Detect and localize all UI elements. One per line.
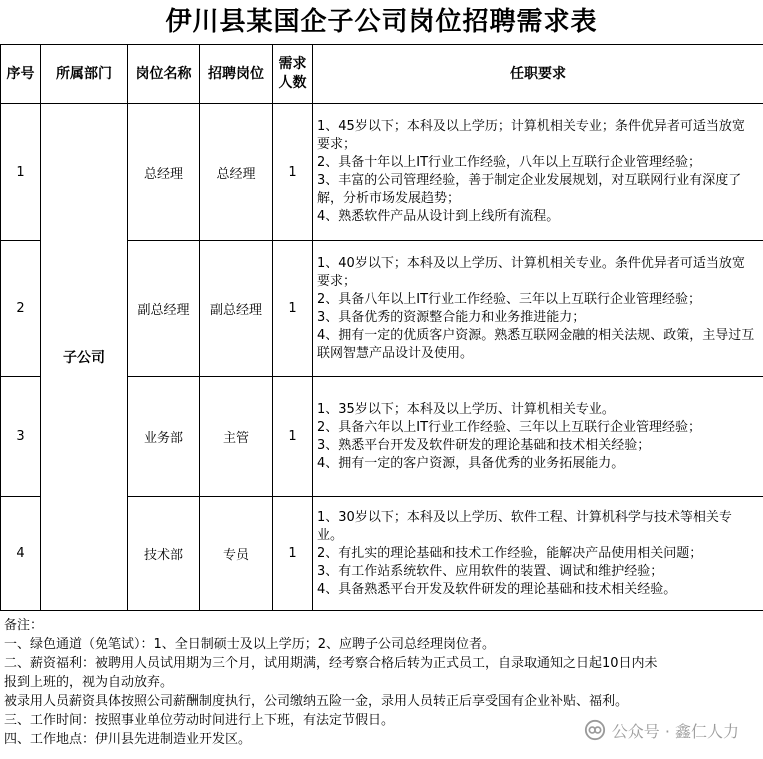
requirement-line: 3、熟悉平台开发及软件研发的理论基础和技术相关经验； [317, 437, 651, 453]
requirement-line: 2、具备六年以上IT行业工作经验、三年以上互联行企业管理经验； [317, 419, 702, 435]
row-index: 2 [1, 241, 41, 377]
position-name-cell: 总经理 [128, 104, 200, 241]
row-index: 4 [1, 497, 41, 611]
note-line: 四、工作地点：伊川县先进制造业开发区。 [4, 732, 252, 747]
note-line: 三、工作时间：按照事业单位劳动时间进行上下班，有法定节假日。 [4, 713, 395, 728]
note-line: 被录用人员薪资具体按照公司薪酬制度执行，公司缴纳五险一金，录用人员转正后享受国有企业补贴、福利。 [4, 694, 629, 709]
header-headcount [273, 45, 313, 104]
header-position-name: 岗位名称 [128, 45, 200, 104]
table-row [1, 104, 763, 241]
requirement-line: 1、40岁以下；本科及以上学历、计算机相关专业。条件优异者可适当放宽要求； [317, 255, 745, 289]
position-name-cell: 业务部 [128, 377, 200, 497]
recruit-post-cell: 主管 [200, 377, 273, 497]
requirement-line: 4、熟悉软件产品从设计到上线所有流程。 [317, 209, 560, 224]
headcount-cell: 1 [273, 497, 313, 611]
position-name-cell: 副总经理 [128, 241, 200, 377]
requirement-line: 2、具备八年以上IT行业工作经验、三年以上互联行企业管理经验； [317, 291, 702, 307]
header-headcount-line1: 需求 [278, 56, 307, 72]
header-index: 序号 [1, 45, 41, 104]
requirement-line: 3、有工作站系统软件、应用软件的装置、调试和维护经验； [317, 563, 664, 579]
requirement-line: 4、拥有一定的优质客户资源。熟悉互联网金融的相关法规、政策，主导过互联网智慧产品设计及使用。 [317, 327, 755, 361]
requirement-line: 2、具备十年以上IT行业工作经验，八年以上互联行企业管理经验； [317, 155, 702, 170]
requirement-line: 1、35岁以下；本科及以上学历、计算机相关专业。 [317, 401, 615, 417]
position-name-cell: 技术部 [128, 497, 200, 611]
recruit-post-cell: 副总经理 [200, 241, 273, 377]
requirements-cell [313, 497, 763, 611]
table-header-row [1, 45, 763, 104]
wechat-official-account-icon [584, 719, 606, 741]
requirement-line: 1、30岁以下；本科及以上学历、软件工程、计算机科学与技术等相关专业。 [317, 509, 732, 543]
watermark [584, 717, 739, 743]
requirements-cell [313, 377, 763, 497]
page-title: 伊川县某国企子公司岗位招聘需求表 [165, 7, 598, 37]
header-department: 所属部门 [41, 45, 128, 104]
note-line: 报到上班的，视为自动放弃。 [4, 675, 174, 690]
notes-heading: 备注： [4, 618, 44, 633]
recruitment-table [0, 44, 763, 611]
headcount-cell: 1 [273, 377, 313, 497]
requirement-line: 3、丰富的公司管理经验，善于制定企业发展规划，对互联网行业有深度了解，分析市场发展趋势； [317, 173, 742, 206]
requirement-line: 1、45岁以下；本科及以上学历；计算机相关专业；条件优异者可适当放宽要求； [317, 119, 745, 152]
note-line: 二、薪资福利：被聘用人员试用期为三个月，试用期满，经考察合格后转为正式员工，自录取通知之日起10日内未 [4, 656, 658, 671]
watermark-text: 公众号 · 鑫仁人力 [611, 721, 739, 741]
recruit-post-cell: 专员 [200, 497, 273, 611]
requirement-line: 4、具备熟悉平台开发及软件研发的理论基础和技术相关经验。 [317, 581, 677, 597]
header-recruit-post: 招聘岗位 [200, 45, 273, 104]
headcount-cell: 1 [273, 104, 313, 241]
recruit-post-cell: 总经理 [200, 104, 273, 241]
row-index: 1 [1, 104, 41, 241]
row-index: 3 [1, 377, 41, 497]
header-headcount-line2: 人数 [278, 75, 307, 91]
requirements-cell [313, 241, 763, 377]
headcount-cell: 1 [273, 241, 313, 377]
note-line: 一、绿色通道（免笔试）：1、全日制硕士及以上学历；2、应聘子公司总经理岗位者。 [4, 637, 496, 652]
header-requirements: 任职要求 [313, 45, 763, 104]
requirements-cell [313, 104, 763, 241]
requirement-line: 3、具备优秀的资源整合能力和业务推进能力； [317, 309, 586, 325]
requirement-line: 2、有扎实的理论基础和技术工作经验，能解决产品使用相关问题； [317, 545, 703, 561]
requirement-line: 4、拥有一定的客户资源，具备优秀的业务拓展能力。 [317, 455, 625, 471]
department-cell: 子公司 [41, 104, 128, 611]
